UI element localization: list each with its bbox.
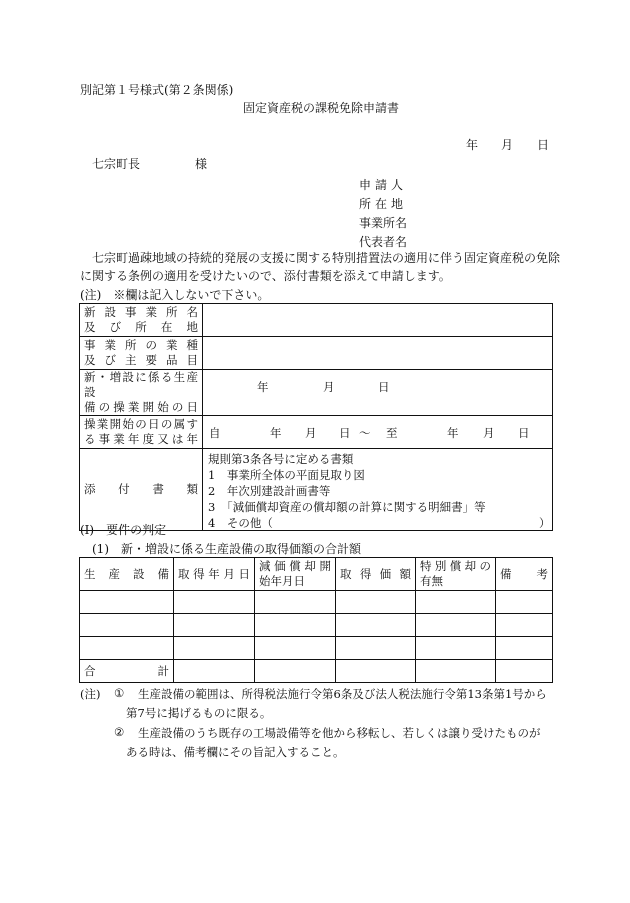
fy-year2: 年 — [447, 426, 459, 440]
notes-prefix: (注) — [80, 687, 101, 701]
fy-from: 自 — [209, 426, 221, 440]
note-1-line-2: 第7号に掲げるものに限る。 — [126, 706, 272, 720]
fy-tilde: ～ — [359, 426, 371, 440]
total-label: 合計 — [80, 660, 174, 683]
op-year: 年 — [257, 380, 269, 394]
attachments-value[interactable] — [203, 449, 553, 531]
label-attachments: 添付書類 — [80, 449, 203, 531]
attachment-item-3: 3 「減価償却資産の償却額の計算に関する明細書」等 — [208, 500, 486, 514]
row-new-office — [80, 304, 553, 337]
attachment-list — [208, 451, 486, 531]
label-new-office: 新設事業所名 及び所在地 — [80, 304, 203, 337]
label-operation-start: 新・増設に係る生産設 備の操業開始の日 — [80, 370, 203, 416]
note-1-mark: ① — [114, 686, 125, 700]
applicant-address-label: 所在地 — [359, 197, 403, 211]
applicant-heading: 申請人 — [359, 178, 403, 192]
note-2-mark: ② — [114, 725, 125, 739]
header-acquisition-price: 取得価額 — [336, 558, 416, 591]
header-acquisition-date: 取得年月日 — [174, 558, 255, 591]
label-fiscal-year: 操業開始の日の属す る事業年度又は年 — [80, 416, 203, 449]
equipment-table — [79, 557, 553, 683]
fy-month2: 月 — [483, 426, 495, 440]
section-heading: (Ⅰ) 要件の判定 — [80, 523, 167, 537]
applicant-representative-label: 代表者名 — [359, 235, 408, 249]
note-1-line-1: 生産設備の範囲は、所得税法施行令第6条及び法人税法施行令第13条第1号から — [138, 687, 547, 701]
fy-month1: 月 — [305, 426, 317, 440]
form-number: 別記第１号様式(第２条関係) — [80, 83, 234, 97]
info-table — [79, 303, 553, 531]
note-2-line-2: ある時は、備考欄にその旨記入すること。 — [126, 745, 345, 759]
fy-to: 至 — [386, 426, 398, 440]
label-business-type: 事業所の業種 及び主要品目 — [80, 337, 203, 370]
header-equipment: 生産設備 — [80, 558, 174, 591]
equipment-row — [80, 591, 553, 614]
row-operation-start — [80, 370, 553, 416]
date-year: 年 — [466, 138, 479, 152]
attachment-item-2: 2 年次別建設計画書等 — [208, 484, 331, 498]
body-text-line-1: 七宗町過疎地域の持続的発展の支援に関する特別措置法の適用に伴う固定資産税の免除 — [80, 251, 561, 265]
attachment-heading: 規則第3条各号に定める書類 — [208, 452, 354, 466]
fy-year1: 年 — [270, 426, 282, 440]
header-remarks: 備考 — [496, 558, 553, 591]
attachment-item-4: 4 その他（ — [208, 516, 273, 530]
page-title: 固定資産税の課税免除申請書 — [243, 101, 400, 115]
row-attachments — [80, 449, 553, 531]
sub-heading: (1) 新・増設に係る生産設備の取得価額の合計額 — [92, 542, 361, 556]
equipment-total-row — [80, 660, 553, 683]
attachment-item-1: 1 事業所全体の平面見取り図 — [208, 468, 365, 482]
fiscal-year-value[interactable] — [203, 416, 553, 449]
body-text-line-2: に関する条例の適用を受けたいので、添付書類を添えて申請します。 — [80, 269, 451, 283]
note-2-line-1: 生産設備のうち既存の工場設備等を他から移転し、若しくは譲り受けたものが — [138, 726, 541, 740]
op-day: 日 — [378, 380, 390, 394]
row-business-type — [80, 337, 553, 370]
equipment-header-row — [80, 558, 553, 591]
business-type-value[interactable] — [203, 337, 553, 370]
op-month: 月 — [323, 380, 335, 394]
fy-day2: 日 — [518, 426, 530, 440]
header-special-depreciation: 特別償却の 有無 — [416, 558, 496, 591]
note-top: (注) ※欄は記入しないで下さい。 — [80, 288, 270, 302]
header-depreciation-start: 減価償却開 始年月日 — [255, 558, 336, 591]
new-office-value[interactable] — [203, 304, 553, 337]
equipment-row — [80, 637, 553, 660]
fy-day1: 日 — [339, 426, 351, 440]
addressee-honorific: 様 — [195, 157, 208, 171]
date-month: 月 — [501, 138, 514, 152]
equipment-row — [80, 614, 553, 637]
addressee-name: 七宗町長 — [92, 157, 141, 171]
operation-start-value[interactable] — [203, 370, 553, 416]
attachment-close-paren: ） — [539, 516, 551, 530]
applicant-office-label: 事業所名 — [359, 216, 408, 230]
date-day: 日 — [537, 138, 550, 152]
row-fiscal-year — [80, 416, 553, 449]
